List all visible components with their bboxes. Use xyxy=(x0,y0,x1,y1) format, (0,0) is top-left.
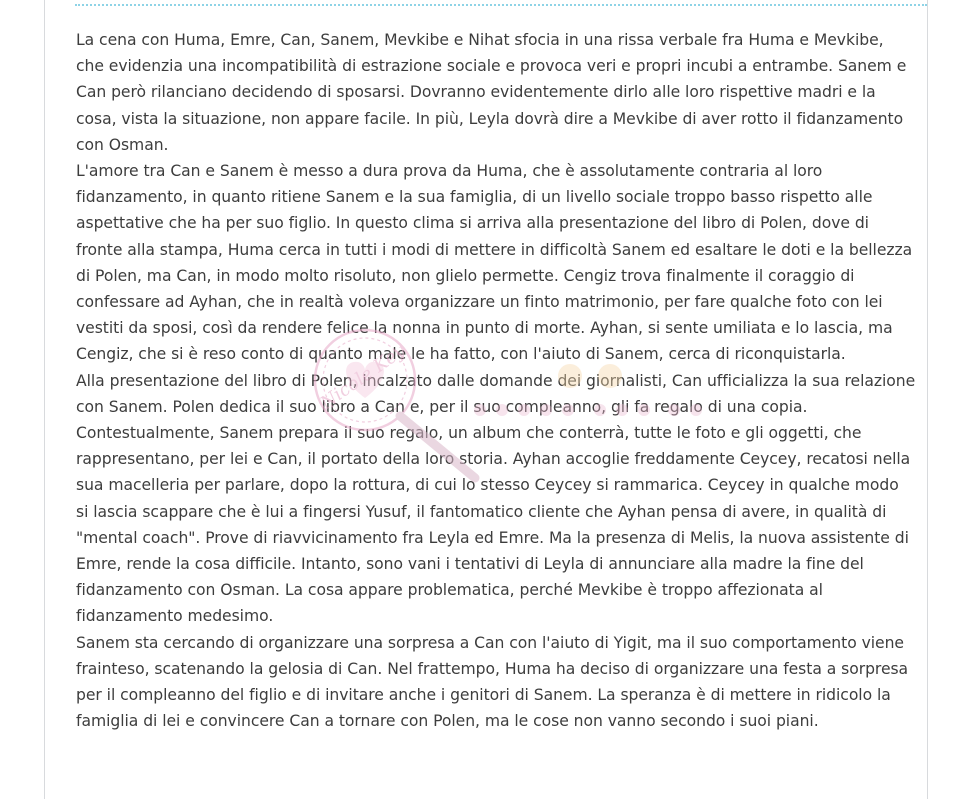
article-paragraph-3: Alla presentazione del libro di Polen, incalzato dalle domande dei giornalisti, Can ufficializza la sua relazione con Sanem. Polen dedica il suo libro a Can e, per il suo compleanno, gli fa regalo di una copia. Contestualmente, Sanem prepara il suo regalo, un album che conterrà, tutte le foto e gli oggetti, che rappresentano, per lei e Can, il portato della loro storia. Ayhan accoglie freddamente Ceycey, recatosi nella sua macelleria per parlare, dopo la rottura, di cui lo stesso Ceycey si rammarica. Ceycey in qualche modo si lascia scappare che è lui a fingersi Yusuf, il fantomatico cliente che Ayhan pensa di avere, in qualità di "mental coach". Prove di riavvicinamento fra Leyla ed Emre. Ma la presenza di Melis, la nuova assistente di Emre, rende la cosa difficile. Intanto, sono vani i tentativi di Leyla di annunciare alla madre la fine del fidanzamento con Osman. La cosa appare problematica, perché Mevkibe è troppo affezionata al fidanzamento medesimo. xyxy=(76,371,916,626)
article-paragraph-2: L'amore tra Can e Sanem è messo a dura prova da Huma, che è assolutamente contraria al loro fidanzamento, in quanto ritiene Sanem e la sua famiglia, di un livello sociale troppo basso rispetto alle aspettative che ha per suo figlio. In questo clima si arriva alla presentazione del libro di Polen, dove di fronte alla stampa, Huma cerca in tutti i modi di mettere in difficoltà Sanem ed esaltare le doti e la bellezza di Polen, ma Can, in modo molto risoluto, non glielo permette. Cengiz trova finalmente il coraggio di confessare ad Ayhan, che in realtà voleva organizzare un finto matrimonio, per fare qualche foto con lei vestiti da sposi, così da rendere felice la nonna in punto di morte. Ayhan, si sente umiliata e lo lascia, ma Cengiz, che si è reso conto di quanto male le ha fatto, con l'aiuto di Sanem, cerca di riconquistarla. xyxy=(76,162,913,364)
watermark-logo-text: Nicole Key xyxy=(316,340,410,414)
article-paragraph-1: La cena con Huma, Emre, Can, Sanem, Mevkibe e Nihat sfocia in una rissa verbale fra Huma e Mevkibe, che evidenzia una incompatibilità di estrazione sociale e provoca veri e propri incubi a entrambe. Sanem e Can però rilanciano decidendo di sposarsi. Dovranno evidentemente dirlo alle loro rispettive madri e la cosa, vista la situazione, non appare facile. In più, Leyla dovrà dire a Mevkibe di aver rotto il fidanzamento con Osman. xyxy=(76,31,907,154)
article-paragraph-4: Sanem sta cercando di organizzare una sorpresa a Can con l'aiuto di Yigit, ma il suo comportamento viene frainteso, scatenando la gelosia di Can. Nel frattempo, Huma ha deciso di organizzare una festa a sorpresa per il compleanno del figlio e di invitare anche i genitori di Sanem. La speranza è di mettere in ridicolo la famiglia di lei e convincere Can a tornare con Polen, ma le cose non vanno secondo i suoi piani. xyxy=(76,633,909,731)
article-body xyxy=(76,27,916,734)
dotted-divider xyxy=(75,4,927,6)
